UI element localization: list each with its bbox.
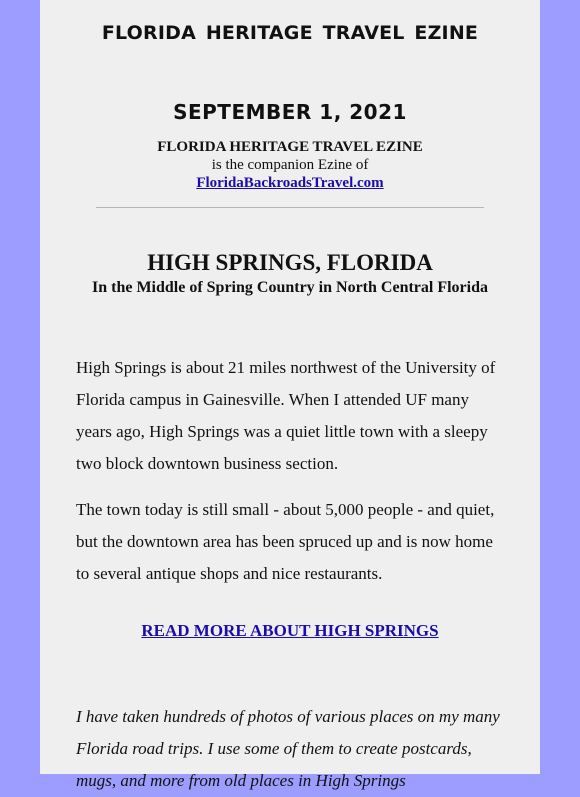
- divider: [96, 207, 484, 208]
- website-link[interactable]: FloridaBackroadsTravel.com: [196, 175, 384, 191]
- article-paragraph-1: High Springs is about 21 miles northwest of the University of Florida campus in Gainesville. When I attended UF many years ago, High Springs was a quiet little town with a sleepy two block downtown business section.: [76, 358, 496, 473]
- article-paragraph-3: I have taken hundreds of photos of various places on my many Florida road trips. I use some of them to create postcards, mugs, and more from old places in High Springs: [76, 707, 500, 790]
- companion-block: [40, 138, 540, 192]
- read-more-container: [40, 621, 540, 641]
- companion-title: FLORIDA HERITAGE TRAVEL EZINE: [157, 139, 423, 155]
- companion-text: is the companion Ezine of: [211, 157, 369, 173]
- article-paragraph-2: The town today is still small - about 5,000 people - and quiet, but the downtown area has been spruced up and is now home to several antique shops and nice restaurants.: [76, 500, 495, 583]
- newsletter-panel: [40, 0, 540, 790]
- masthead-logo: FLORIDA HERITAGE TRAVEL EZINE: [101, 22, 479, 44]
- issue-date: SEPTEMBER 1, 2021: [173, 100, 407, 124]
- article-title: HIGH SPRINGS, FLORIDA: [147, 250, 433, 275]
- read-more-link[interactable]: READ MORE ABOUT HIGH SPRINGS: [141, 621, 439, 640]
- article-subtitle: In the Middle of Spring Country in North Central Florida: [91, 279, 488, 296]
